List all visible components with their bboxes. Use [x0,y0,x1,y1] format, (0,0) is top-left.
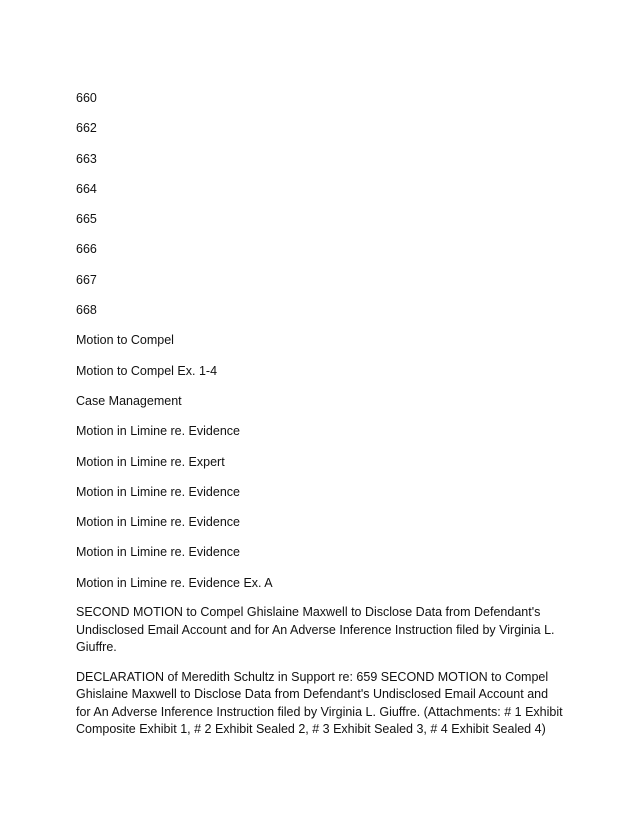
docket-number: 667 [76,272,97,287]
docket-description: Motion in Limine re. Evidence [76,515,240,530]
docket-description: Motion in Limine re. Evidence [76,545,240,560]
docket-description: Motion in Limine re. Evidence [76,484,240,499]
docket-number: 660 [76,91,97,105]
document-page [76,89,566,751]
docket-description: Motion in Limine re. Expert [76,454,225,469]
docket-entry-paragraph: DECLARATION of Meredith Schultz in Support re: 659 SECOND MOTION to Compel Ghislaine Maxwell to Disclose Data from Defendant's Undisclosed Email Account and for An Adverse Inference Instruction filed by Virginia L. Giuffre. (Attachments: # 1 Exhibit Composite Exhibit 1, # 2 Exhibit Sealed 2, # 3 Exhibit Sealed 3, # 4 Exhibit Sealed 4) [76,669,563,737]
docket-number: 662 [76,121,97,136]
docket-description: Motion to Compel Ex. 1-4 [76,363,218,378]
docket-number: 665 [76,212,97,227]
docket-description: Motion in Limine re. Evidence Ex. A [76,575,273,590]
docket-number: 663 [76,151,97,166]
docket-number: 666 [76,242,97,257]
docket-description: Motion in Limine re. Evidence [76,424,240,439]
docket-description: Case Management [76,393,182,408]
docket-entry-paragraph: SECOND MOTION to Compel Ghislaine Maxwell to Disclose Data from Defendant's Undisclosed Email Account and for An Adverse Inference Instruction filed by Virginia L. Giuffre. [76,605,555,655]
docket-number: 668 [76,303,97,318]
docket-description: Motion to Compel [76,333,174,348]
docket-number: 664 [76,181,97,196]
